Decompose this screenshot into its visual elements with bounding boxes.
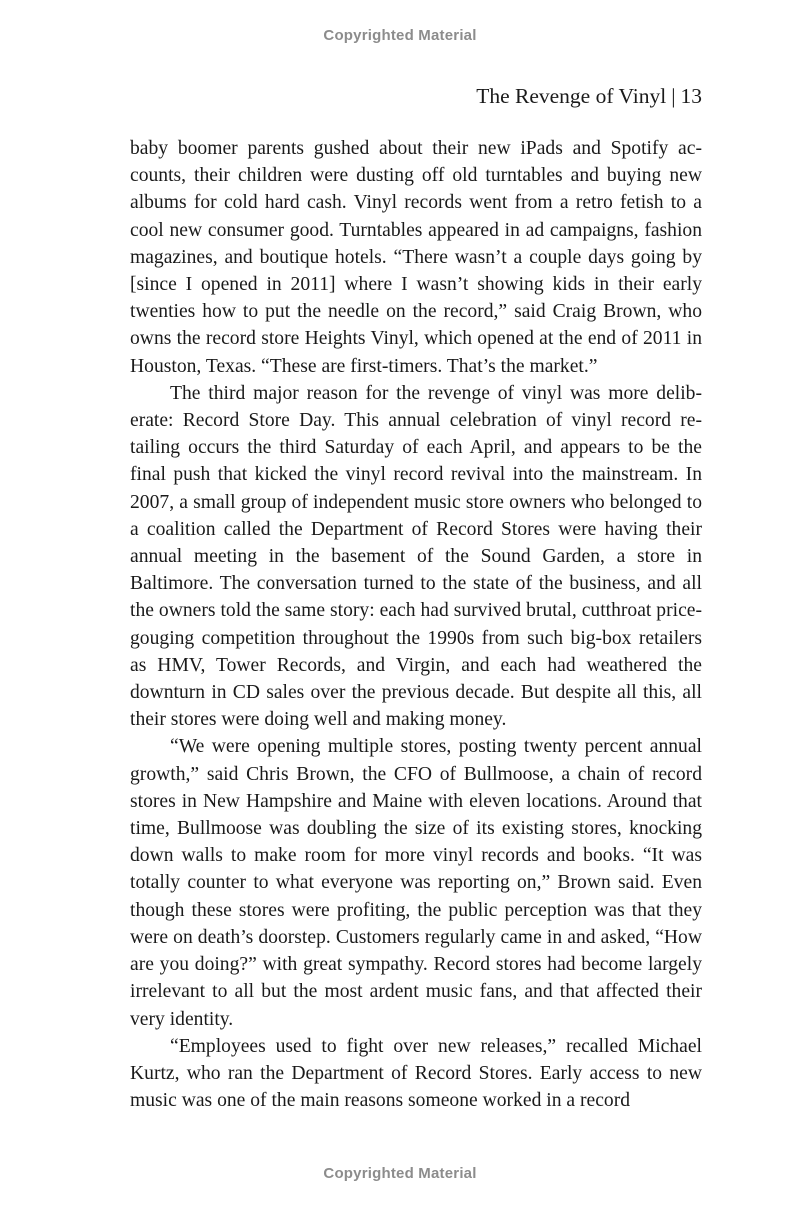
copyright-watermark-top: Copyrighted Material (323, 27, 477, 44)
copyright-watermark-bottom: Copyrighted Material (323, 1165, 477, 1182)
paragraph-employees: “Employees used to fight over new releases,” recalled Michael Kurtz, who ran the Department of Record Stores. Early access to new music was one of the main reasons someone worked in a record (130, 1035, 702, 1112)
page-number: 13 (680, 84, 702, 108)
paragraph-bullmoose: “We were opening multiple stores, posting twenty percent annual growth,” said Chris Brown, the CFO of Bullmoose, a chain of record stores in New Hampshire and Maine with eleven locations. Around that time, Bullmoose was doubling the size of its existing stores, knocking down walls to make room for more vinyl records and books. “It was totally counter to what everyone was reporting on,” Brown said. Even though these stores were profiting, the public perception was that they were on death’s doorstep. Customers regularly came in and asked, “How are you doing?” with great sympathy. Record stores had become largely irrelevant to all but the most ardent music fans, and that affected their very identity. (130, 736, 702, 1030)
body-text (130, 135, 702, 1114)
running-head (476, 84, 702, 109)
paragraph-record-store-day: The third major reason for the revenge of vinyl was more deliberate: Record Store Day. This annual celebration of vinyl record retailing occurs the third Saturday of each April, and appears to be the final push that kicked the vinyl record revival into the mainstream. In 2007, a small group of independent music store owners who belonged to a coalition called the Department of Record Stores were having their annual meeting in the basement of the Sound Garden, a store in Baltimore. The conversation turned to the state of the business, and all the owners told the same story: each had survived brutal, cutthroat price-gouging competition throughout the 1990s from such big-box retailers as HMV, Tower Records, and Virgin, and each had weathered the downturn in CD sales over the previous decade. But despite all this, all their stores were doing well and making money. (130, 382, 702, 731)
paragraph-continued: baby boomer parents gushed about their new iPads and Spotify accounts, their children were dusting off old turntables and buying new albums for cold hard cash. Vinyl records went from a retro fetish to a cool new consumer good. Turntables appeared in ad campaigns, fashion magazines, and boutique hotels. “There wasn’t a couple days going by [since I opened in 2011] where I wasn’t showing kids in their early twenties how to put the needle on the record,” said Craig Brown, who owns the record store Heights Vinyl, which opened at the end of 2011 in Houston, Texas. “These are first-timers. That’s the market.” (130, 138, 702, 377)
header-separator: | (671, 84, 676, 108)
book-title: The Revenge of Vinyl (476, 84, 667, 108)
